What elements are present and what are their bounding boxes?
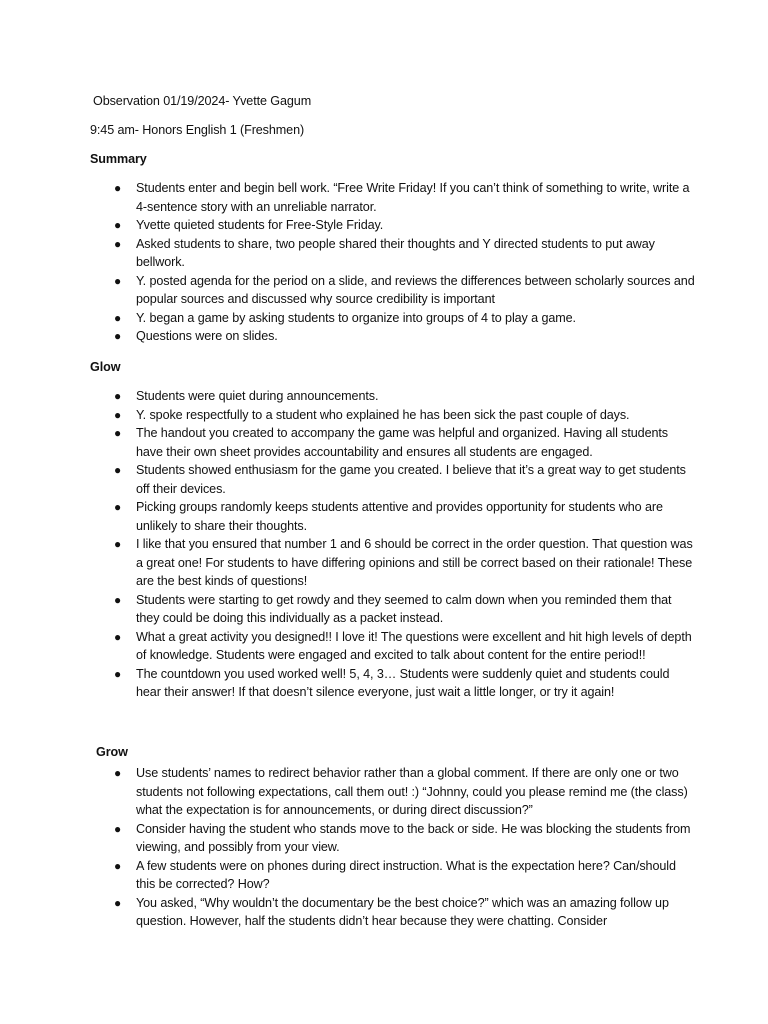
glow-list bbox=[0, 387, 768, 702]
bullet-icon: ● bbox=[114, 463, 122, 477]
glow-heading: Glow bbox=[90, 360, 121, 374]
list-item: ● Asked students to share, two people shared their thoughts and Y directed students to put away bellwork. bbox=[114, 236, 655, 269]
grow-list bbox=[0, 764, 768, 931]
bullet-icon: ● bbox=[114, 666, 122, 681]
list-item: ● The countdown you used worked well! 5, 4, 3… Students were suddenly quiet and students could hear their answer! If that doesn’t silence everyone, just wait a little longer, or try it again! bbox=[114, 666, 670, 699]
list-item: ● What a great activity you designed!! I love it! The questions were excellent and hit high levels of depth of knowledge. Students were engaged and excited to talk about content for the entire period!! bbox=[114, 629, 692, 662]
bullet-icon: ● bbox=[114, 389, 122, 403]
bullet-icon: ● bbox=[114, 766, 122, 780]
list-item: ● Questions were on slides. bbox=[0, 327, 696, 346]
bullet-icon: ● bbox=[114, 895, 122, 910]
list-item: ● Y. posted agenda for the period on a slide, and reviews the differences between scholarly sources and popular sources and discussed why source credibility is important bbox=[114, 273, 695, 306]
bullet-icon: ● bbox=[114, 821, 122, 836]
grow-heading: Grow bbox=[96, 745, 128, 759]
list-item: ● Students enter and begin bell work. “Free Write Friday! If you can’t think of something to write, write a 4-sentence story with an unreliable narrator. bbox=[114, 181, 690, 214]
summary-list bbox=[0, 179, 768, 346]
bullet-icon: ● bbox=[114, 537, 122, 551]
bullet-icon: ● bbox=[114, 592, 122, 607]
bullet-icon: ● bbox=[114, 426, 122, 440]
bullet-icon: ● bbox=[114, 273, 122, 288]
bullet-icon: ● bbox=[114, 236, 122, 251]
list-item: ● You asked, “Why wouldn’t the documentary be the best choice?” which was an amazing follow up question. However, half the students didn’t hear because they were chatting. Consider bbox=[114, 895, 669, 928]
list-item: ● Y. began a game by asking students to organize into groups of 4 to play a game. bbox=[0, 309, 696, 328]
bullet-icon: ● bbox=[114, 181, 122, 195]
list-item: ● Students were quiet during announcements. bbox=[0, 387, 696, 406]
list-item: ● A few students were on phones during direct instruction. What is the expectation here? Can/should this be corrected? How? bbox=[114, 858, 676, 891]
list-item: ● Y. spoke respectfully to a student who explained he has been sick the past couple of days. bbox=[0, 406, 696, 425]
bullet-icon: ● bbox=[114, 329, 122, 343]
list-item: ● Students showed enthusiasm for the game you created. I believe that it’s a great way to get students off their devices. bbox=[114, 463, 686, 496]
list-item: ● Students were starting to get rowdy and they seemed to calm down when you reminded them that they could be doing this individually as a packet instead. bbox=[114, 592, 672, 625]
list-item: ● Use students’ names to redirect behavior rather than a global comment. If there are only one or two students not following expectations, call them out! :) “Johnny, could you please remind me (the class) what the expectation is for announcements, or during direct discussion?” bbox=[114, 766, 688, 817]
list-item: ● The handout you created to accompany the game was helpful and organized. Having all students have their own sheet provides accountability and ensures all students are engaged. bbox=[114, 426, 668, 459]
bullet-icon: ● bbox=[114, 310, 122, 325]
list-item: ● I like that you ensured that number 1 and 6 should be correct in the order question. That question was a great one! For students to have differing opinions and still be correct based on their rationale! These are the best kinds of questions! bbox=[114, 537, 693, 588]
list-item: ● Consider having the student who stands move to the back or side. He was blocking the students from viewing, and possibly from your view. bbox=[114, 821, 691, 854]
summary-heading: Summary bbox=[90, 152, 147, 166]
bullet-icon: ● bbox=[114, 407, 122, 422]
bullet-icon: ● bbox=[114, 218, 122, 232]
list-item: ● Yvette quieted students for Free-Style Friday. bbox=[0, 216, 696, 235]
bullet-icon: ● bbox=[114, 629, 122, 644]
document-title: Observation 01/19/2024- Yvette Gagum bbox=[93, 94, 312, 108]
bullet-icon: ● bbox=[114, 858, 122, 873]
bullet-icon: ● bbox=[114, 500, 122, 514]
session-info: 9:45 am- Honors English 1 (Freshmen) bbox=[90, 123, 305, 137]
list-item: ● Picking groups randomly keeps students attentive and provides opportunity for students who are unlikely to share their thoughts. bbox=[114, 500, 663, 533]
